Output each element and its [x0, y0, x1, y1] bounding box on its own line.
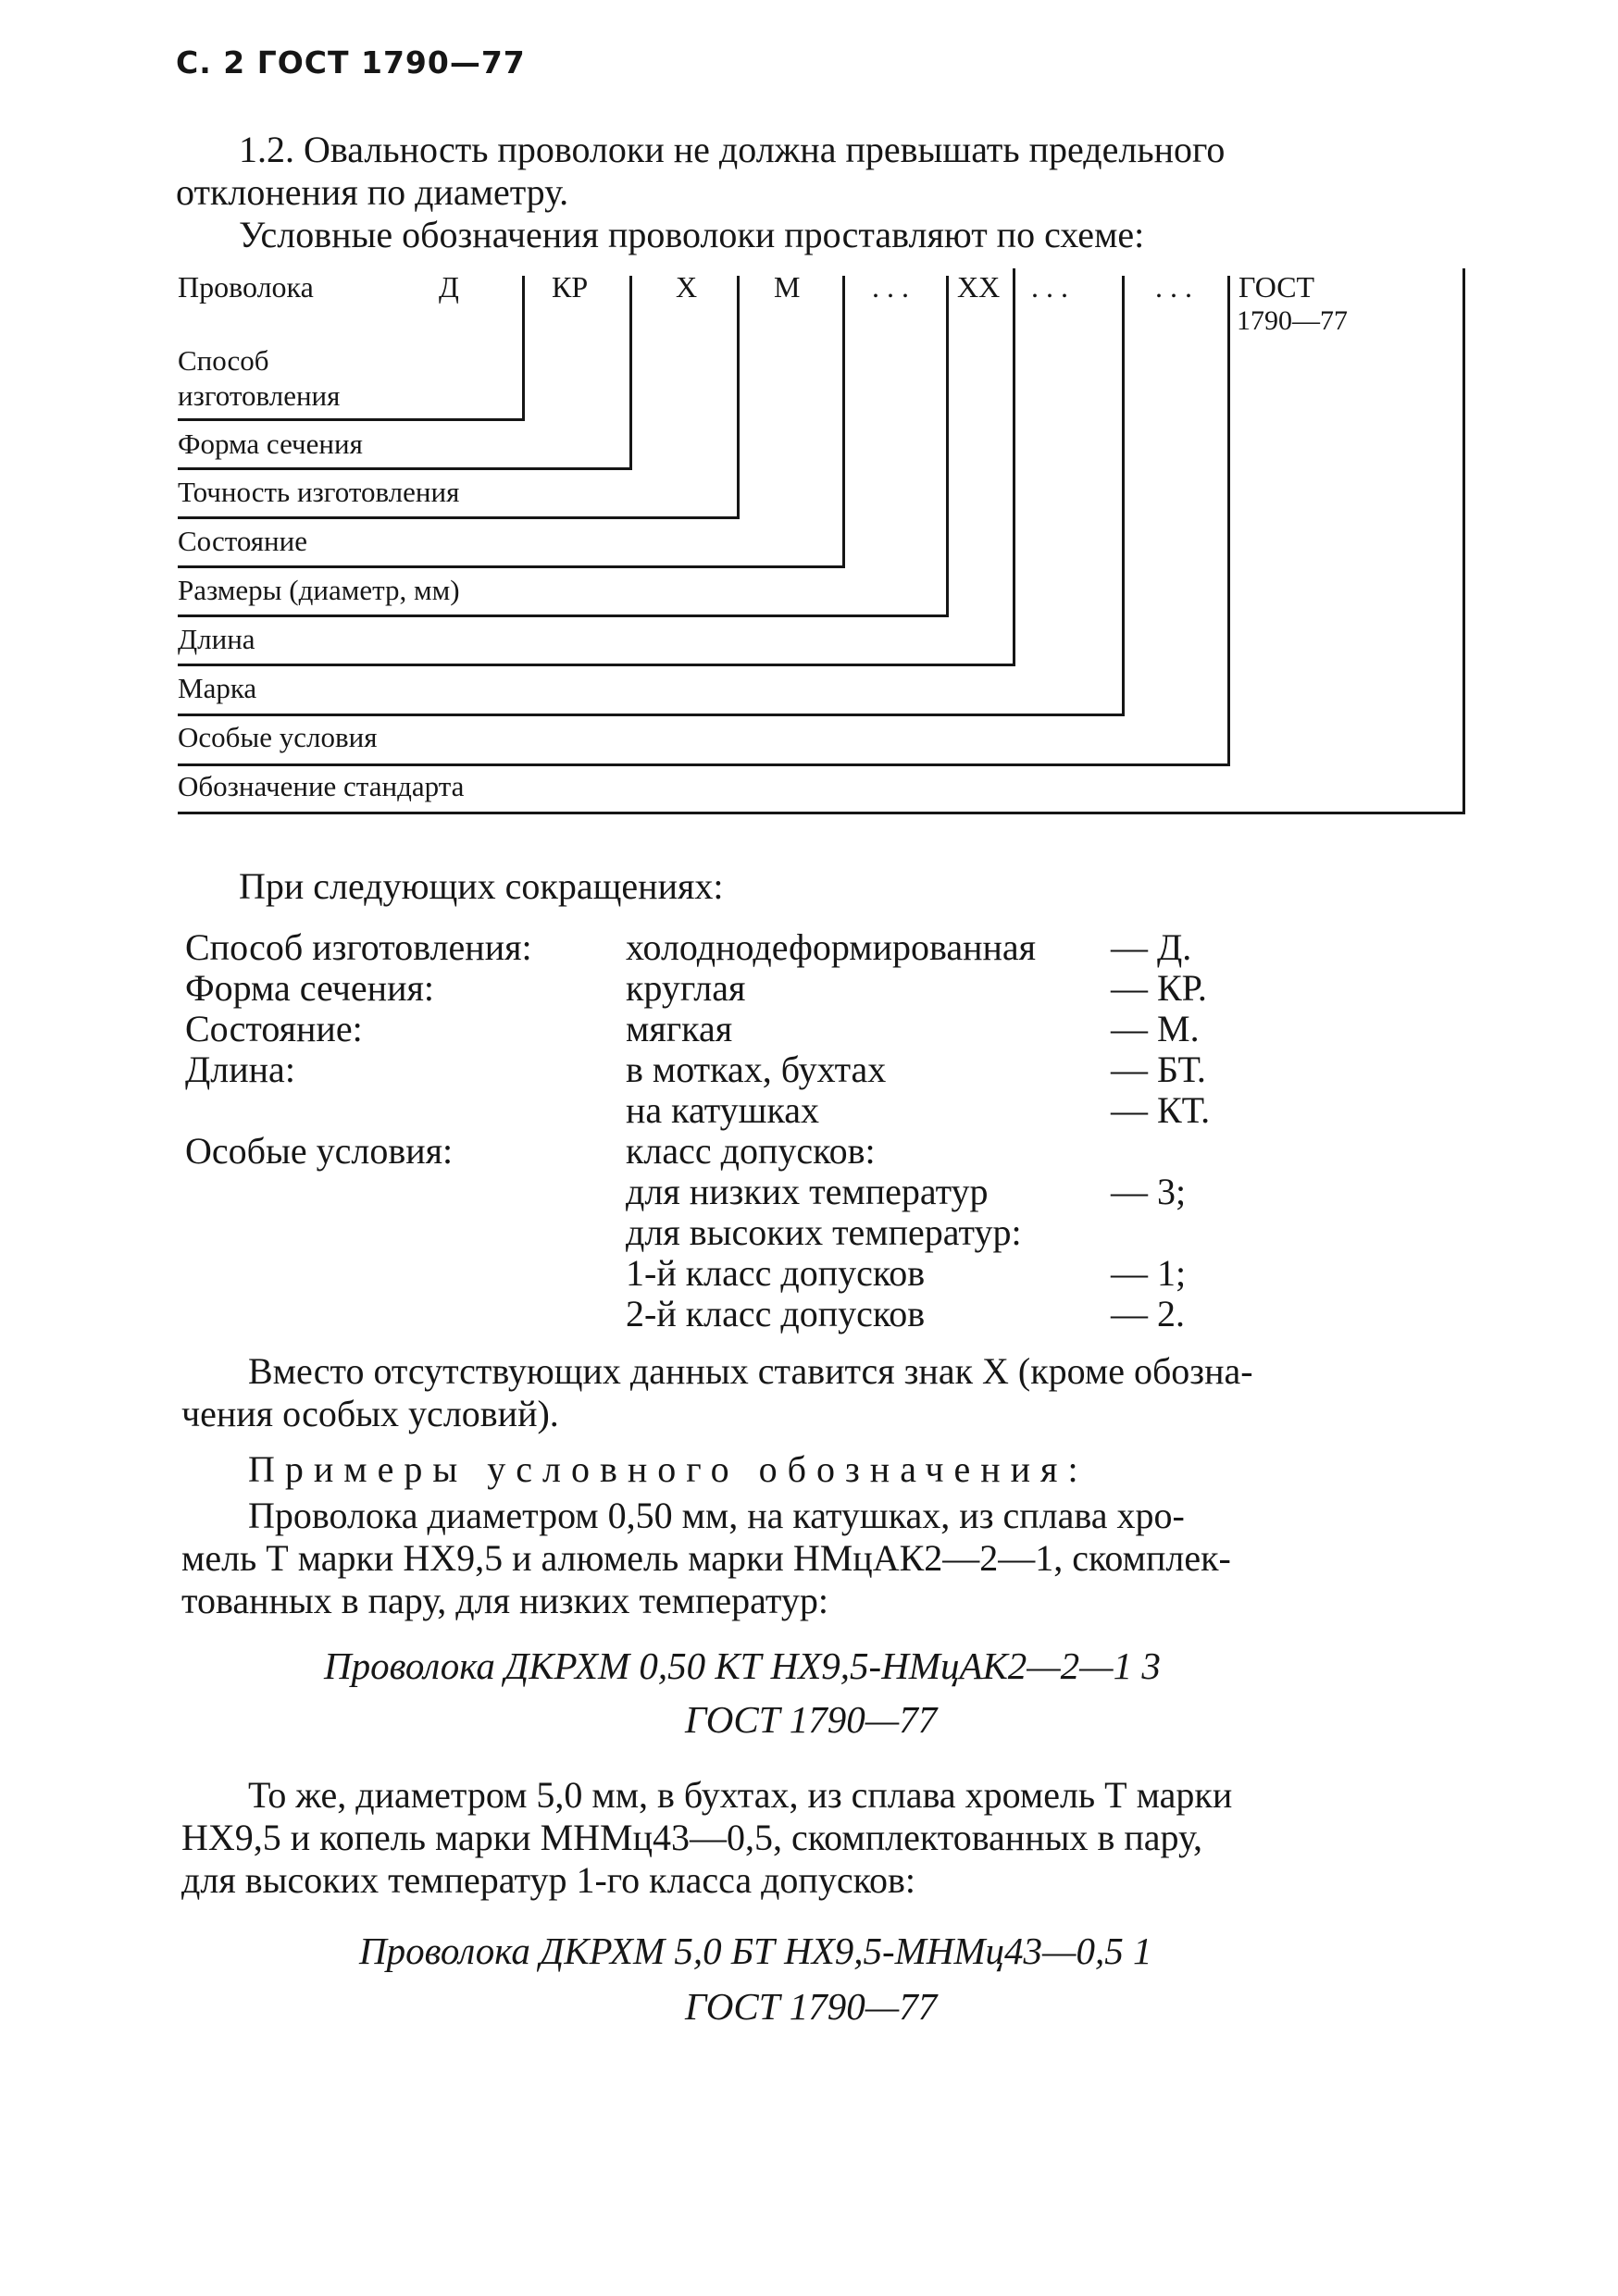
scheme-underline [178, 467, 632, 470]
abbr-description: круглая [626, 967, 746, 1009]
abbr-description: холоднодеформированная [626, 926, 1037, 968]
abbr-description: класс допусков: [626, 1130, 876, 1172]
note-line2: чения особых условий). [181, 1393, 559, 1434]
abbr-code: — БТ. [1111, 1049, 1206, 1090]
scheme-head: Проволока [178, 270, 314, 304]
abbr-code: — 3; [1111, 1171, 1187, 1212]
label-section-shape: Форма сечения [178, 428, 363, 460]
abbr-description: для низких температур [626, 1171, 989, 1212]
abbr-description: 1-й класс допусков [626, 1252, 926, 1294]
page-header: С. 2 ГОСТ 1790—77 [176, 44, 526, 81]
example1-line1: Проволока диаметром 0,50 мм, на катушках, из сплава хро- [248, 1495, 1185, 1536]
example2-line1: То же, диаметром 5,0 мм, в бухтах, из сплава хромель Т марки [248, 1774, 1233, 1816]
abbr-description: мягкая [626, 1008, 733, 1049]
scheme-underline [178, 516, 740, 519]
scheme-intro: Условные обозначения проволоки проставляют по схеме: [239, 214, 1145, 255]
scheme-divider [842, 276, 845, 568]
abbr-description: для высоких температур: [626, 1211, 1022, 1253]
scheme-code-d: Д [439, 270, 459, 304]
abbr-code: — КТ. [1111, 1089, 1211, 1131]
example2-line2: НХ9,5 и копель марки МНМц43—0,5, скомплектованных в пару, [181, 1817, 1203, 1858]
label-method-1: Способ [178, 344, 269, 377]
example2-standard: ГОСТ 1790—77 [685, 1985, 938, 2028]
abbr-category: Способ изготовления: [185, 926, 532, 968]
label-sizes: Размеры (диаметр, мм) [178, 574, 460, 606]
scheme-underline [178, 714, 1125, 716]
scheme-underline [178, 664, 1015, 666]
example1-designation: Проволока ДКРХМ 0,50 КТ НХ9,5-НМцАК2—2—1 3 [324, 1644, 1161, 1687]
abbr-category: Состояние: [185, 1008, 363, 1049]
scheme-code-special-dots: . . . [1155, 270, 1192, 304]
scheme-code-xx: ХХ [957, 270, 1001, 304]
scheme-divider [1462, 268, 1465, 814]
scheme-divider [1122, 276, 1125, 716]
scheme-code-grade-dots: . . . [1031, 270, 1068, 304]
scheme-divider [522, 276, 525, 420]
para-1-2-line2: отклонения по диаметру. [176, 171, 569, 213]
label-accuracy: Точность изготовления [178, 476, 460, 508]
scheme-divider [946, 276, 949, 617]
example1-line2: мель Т марки НХ9,5 и алюмель марки НМцАК2—2—1, скомплек- [181, 1537, 1231, 1579]
scheme-underline [178, 418, 525, 421]
abbr-description: 2-й класс допусков [626, 1293, 926, 1334]
label-special-conditions: Особые условия [178, 721, 378, 753]
scheme-code-m: М [774, 270, 801, 304]
abbr-code: — Д. [1111, 926, 1192, 968]
abbr-category: Форма сечения: [185, 967, 434, 1009]
abbr-code: — 1; [1111, 1252, 1187, 1294]
scheme-code-x: Х [676, 270, 698, 304]
abbr-description: на катушках [626, 1089, 820, 1131]
label-grade: Марка [178, 672, 257, 704]
label-condition: Состояние [178, 525, 307, 557]
scheme-code-kr: КР [552, 270, 589, 304]
scheme-divider [629, 276, 632, 470]
scheme-underline [178, 812, 1465, 814]
abbr-description: в мотках, бухтах [626, 1049, 887, 1090]
para-1-2-line1: 1.2. Овальность проволоки не должна превышать предельного [239, 129, 1226, 170]
example1-standard: ГОСТ 1790—77 [685, 1698, 938, 1741]
example1-line3: тованных в пару, для низких температур: [181, 1580, 828, 1621]
scheme-divider [737, 276, 740, 519]
abbr-code: — 2. [1111, 1293, 1185, 1334]
abbr-intro: При следующих сокращениях: [239, 865, 724, 907]
scheme-divider [1013, 268, 1015, 666]
scheme-underline [178, 565, 845, 568]
scheme-divider [1227, 276, 1230, 766]
abbr-code: — М. [1111, 1008, 1200, 1049]
abbr-category: Длина: [185, 1049, 295, 1090]
examples-heading: Примеры условного обозначения: [248, 1448, 1089, 1490]
label-length: Длина [178, 623, 255, 655]
note-line1: Вместо отсутствующих данных ставится знак Х (кроме обозна- [248, 1350, 1253, 1392]
scheme-underline [178, 763, 1230, 766]
scheme-standard: ГОСТ [1238, 270, 1315, 304]
abbr-code: — КР. [1111, 967, 1207, 1009]
abbr-category: Особые условия: [185, 1130, 454, 1172]
scheme-code-size-dots: . . . [872, 270, 909, 304]
scheme-standard-number: 1790—77 [1237, 305, 1348, 336]
example2-line3: для высоких температур 1-го класса допусков: [181, 1859, 915, 1901]
label-method-2: изготовления [178, 379, 341, 412]
example2-designation: Проволока ДКРХМ 5,0 БТ НХ9,5-МНМц43—0,5 1 [359, 1930, 1152, 1972]
label-standard: Обозначение стандарта [178, 770, 465, 802]
scheme-underline [178, 614, 949, 617]
